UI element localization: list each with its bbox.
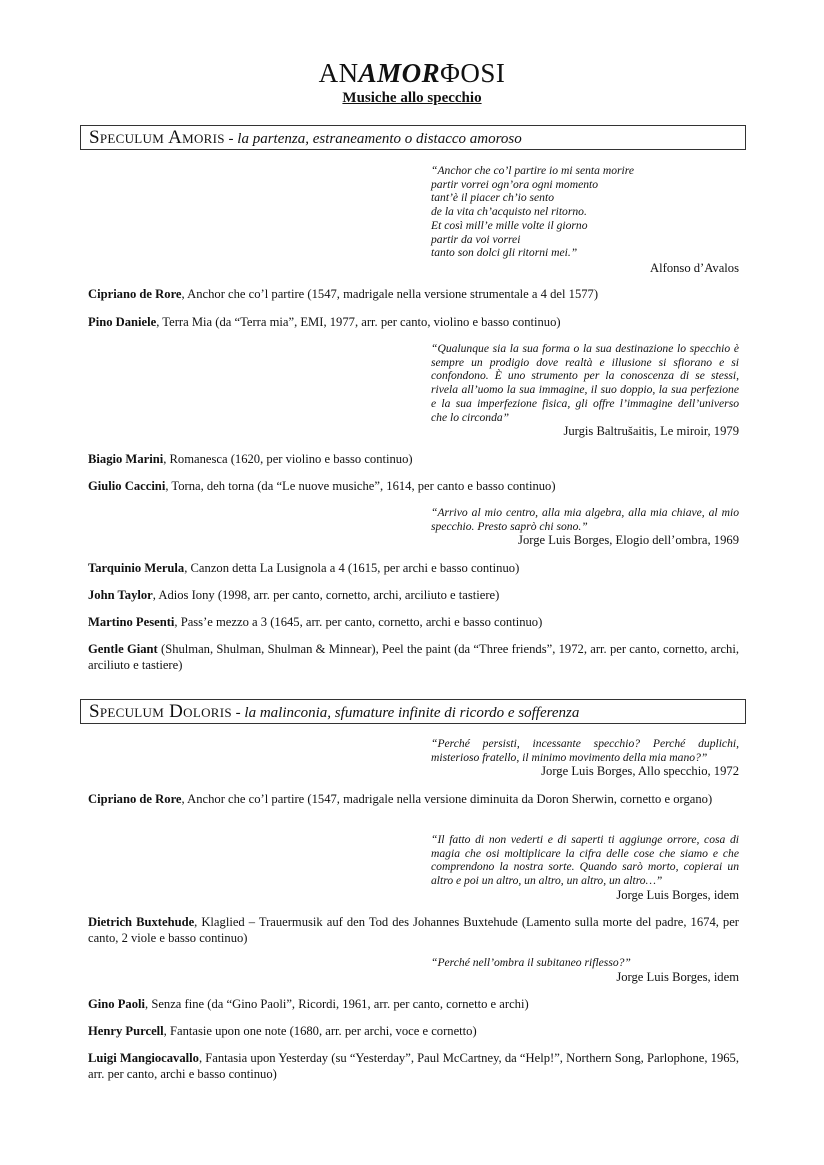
composer-name: Biagio Marini <box>88 452 164 466</box>
section-name: Speculum Amoris <box>89 127 225 148</box>
program-entry <box>88 588 739 604</box>
program-entry <box>88 315 739 331</box>
quote-text: “Arrivo al mio centro, alla mia algebra, alla mia chiave, al mio specchio. Presto saprò chi sono.” <box>431 506 739 533</box>
quote-line: tanto son dolci gli ritorni mei.” <box>431 246 578 260</box>
quote-line: partir vorrei ogn’ora ogni momento <box>431 177 599 191</box>
composer-name: John Taylor <box>88 588 153 602</box>
piece-details: , Fantasie upon one note (1680, arr. per archi, voce e cornetto) <box>163 1024 477 1038</box>
composer-name: Luigi Mangiocavallo <box>88 1051 199 1065</box>
composer-name: Henry Purcell <box>88 1024 164 1038</box>
quote-author: Jorge Luis Borges, Allo specchio, 1972 <box>541 764 739 779</box>
program-entry <box>88 1051 739 1082</box>
composer-name: Gentle Giant <box>88 642 158 656</box>
quote-text: “Qualunque sia la sua forma o la sua destinazione lo specchio è sempre un prodigio dove realtà e illusione si sfiorano e si confondono. È uno strumento per la conoscenza di se stessi, rivela all’uomo la sua immagine, il suo doppio, la sua perfezione e la sua imperfezione fisica, gli offre l’immagine dell’universo che lo circonda” <box>431 342 739 424</box>
quote-block <box>431 956 739 985</box>
quote-text: “Perché nell’ombra il subitaneo riflesso?” <box>431 956 631 969</box>
quote-block <box>431 506 739 548</box>
piece-details: , Fantasia upon Yesterday (su “Yesterday”, Paul McCartney, da “Help!”, Northern Song, Parlophone, 1965, arr. per canto, archi e basso continuo) <box>88 1051 739 1081</box>
quote-line: partir da voi vorrei <box>431 232 521 246</box>
title-block <box>0 58 824 107</box>
composer-name: Dietrich Buxtehude <box>88 915 195 929</box>
quote-block <box>431 737 739 779</box>
page-title <box>0 58 824 88</box>
quote-block <box>431 342 739 439</box>
quote-author: Jorge Luis Borges, idem <box>616 887 739 902</box>
piece-details: , Romanesca (1620, per violino e basso continuo) <box>163 452 413 466</box>
program-entry <box>88 1024 739 1040</box>
program-entry <box>88 997 739 1013</box>
title-part-3: ΦOSI <box>440 58 506 88</box>
quote-text: “Perché persisti, incessante specchio? Perché duplichi, misterioso fratello, il minimo movimento della mia mano?” <box>431 737 739 764</box>
title-part-2: AMOR <box>358 58 441 88</box>
section-header-amoris <box>80 125 746 150</box>
program-entry <box>88 615 739 631</box>
program-entry <box>88 561 739 577</box>
piece-details: , Adios Iony (1998, arr. per canto, cornetto, archi, arciliuto e tastiere) <box>152 588 500 602</box>
piece-details: , Torna, deh torna (da “Le nuove musiche”, 1614, per canto e basso continuo) <box>165 479 556 493</box>
section-name: Speculum Doloris <box>89 701 232 722</box>
quote-line: “Anchor che co’l partire io mi senta morire <box>431 164 634 177</box>
quote-author: Jorge Luis Borges, idem <box>616 969 739 984</box>
program-entry <box>88 452 739 468</box>
piece-details: , Anchor che co’l partire (1547, madrigale nella versione diminuita da Doron Sherwin, cornetto e organo) <box>181 792 713 806</box>
piece-details: , Klaglied – Trauermusik auf den Tod des Johannes Buxtehude (Lamento sulla morte del padre, 1674, per canto, 2 viole e basso continuo) <box>88 915 739 945</box>
program-entry <box>88 915 739 946</box>
section-description: - la malinconia, sfumature infinite di ricordo e sofferenza <box>231 705 580 721</box>
composer-name: Tarquinio Merula <box>88 561 185 575</box>
quote-line: Et così mill’e mille volte il giorno <box>431 218 588 232</box>
quote-text <box>431 164 739 260</box>
title-part-1: AN <box>318 58 359 88</box>
quote-author: Alfonso d’Avalos <box>650 260 739 275</box>
program-entry <box>88 287 739 303</box>
piece-details: , Anchor che co’l partire (1547, madrigale nella versione strumentale a 4 del 1577) <box>181 287 599 301</box>
quote-block <box>431 833 739 903</box>
piece-details: , Terra Mia (da “Terra mia”, EMI, 1977, arr. per canto, violino e basso continuo) <box>156 315 561 329</box>
program-entry <box>88 642 739 673</box>
composer-name: Giulio Caccini <box>88 479 166 493</box>
program-entry <box>88 479 739 495</box>
quote-line: tant’è il piacer ch’io sento <box>431 191 554 205</box>
composer-name: Gino Paoli <box>88 997 146 1011</box>
program-entry <box>88 792 739 808</box>
section-header-doloris <box>80 699 746 724</box>
section-description: - la partenza, estraneamento o distacco amoroso <box>224 131 522 147</box>
quote-line: de la vita ch’acquisto nel ritorno. <box>431 205 587 219</box>
quote-author: Jorge Luis Borges, Elogio dell’ombra, 1969 <box>518 533 739 548</box>
page-subtitle: Musiche allo specchio <box>342 90 482 106</box>
composer-name: Cipriano de Rore <box>88 287 182 301</box>
composer-name: Martino Pesenti <box>88 615 175 629</box>
quote-text: “Il fatto di non vederti e di saperti ti aggiunge orrore, cosa di magia che osi moltiplicare la cifra delle cose che siamo e che comprendono la nostra sorte. Quando sarò morto, copierai un altro e poi un altro, un altro, un altro, un altro…” <box>431 833 739 888</box>
composer-name: Pino Daniele <box>88 315 157 329</box>
composer-name: Cipriano de Rore <box>88 792 182 806</box>
piece-details: , Pass’e mezzo a 3 (1645, arr. per canto, cornetto, archi e basso continuo) <box>174 615 543 629</box>
quote-block <box>431 164 739 276</box>
piece-details: , Senza fine (da “Gino Paoli”, Ricordi, 1961, arr. per canto, cornetto e archi) <box>145 997 529 1011</box>
piece-details: (Shulman, Shulman, Shulman & Minnear), Peel the paint (da “Three friends”, 1972, arr. per canto, cornetto, archi, arciliuto e tastiere) <box>88 642 739 672</box>
quote-author: Jurgis Baltrušaitis, Le miroir, 1979 <box>563 424 739 439</box>
piece-details: , Canzon detta La Lusignola a 4 (1615, per archi e basso continuo) <box>184 561 520 575</box>
